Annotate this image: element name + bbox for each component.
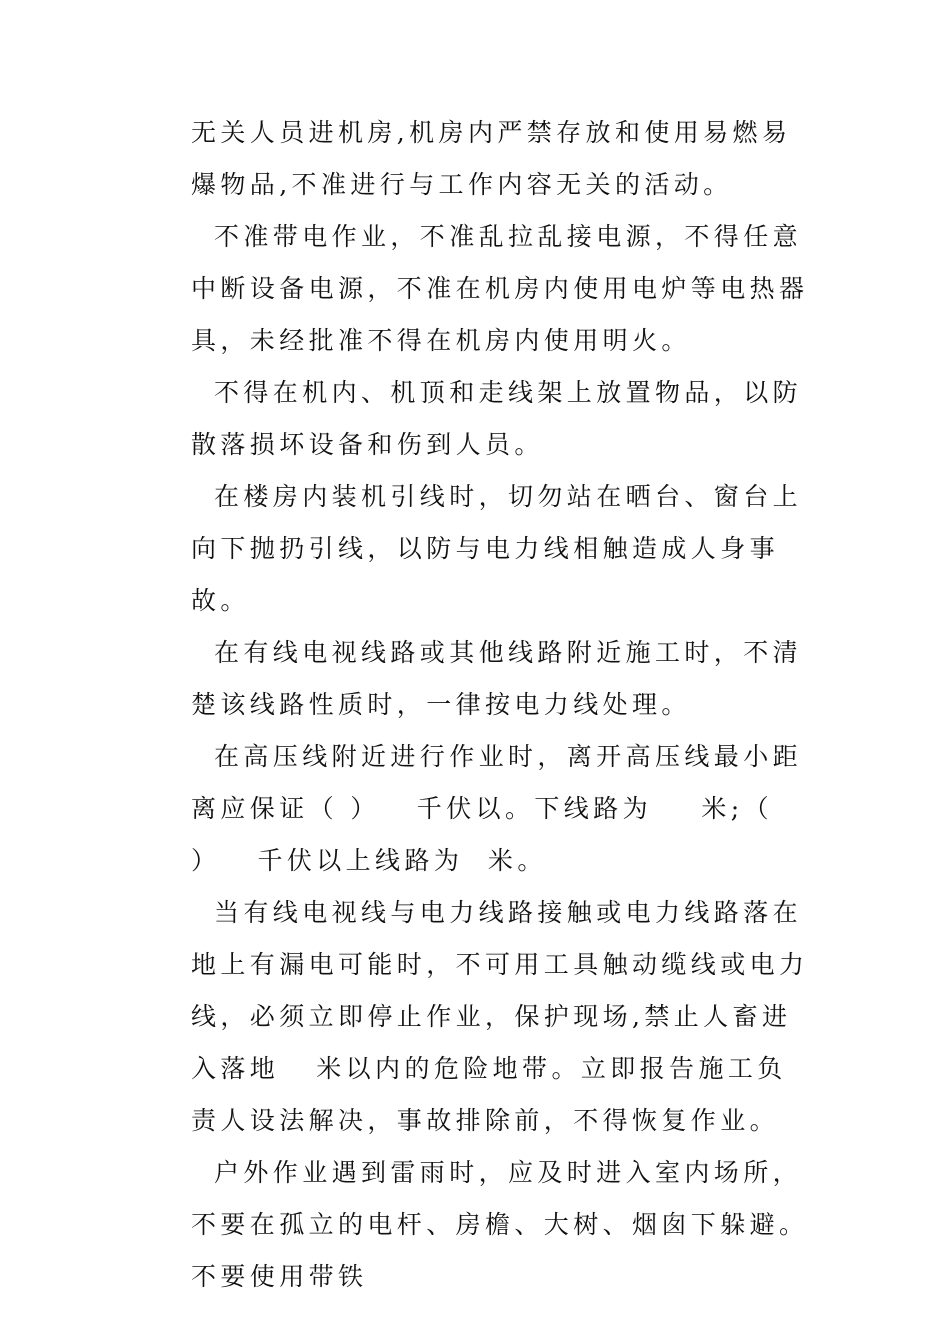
paragraph-5: 在有线电视线路或其他线路附近施工时，不清楚该线路性质时，一律按电力线处理。 [191, 638, 803, 719]
paragraph-8: 户外作业遇到雷雨时，应及时进入室内场所，不要在孤立的电杆、房檐、大树、烟囱下躲避。不要使用带铁 [191, 1158, 809, 1291]
paragraph-3: 不得在机内、机顶和走线架上放置物品，以防散落损坏设备和伤到人员。 [191, 378, 803, 459]
paragraph-4: 在楼房内装机引线时，切勿站在晒台、窗台上向下抛扔引线，以防与电力线相触造成人身事故。 [191, 482, 803, 615]
document-body [191, 107, 811, 1303]
paragraph-1: 无关人员进机房,机房内严禁存放和使用易燃易爆物品,不准进行与工作内容无关的活动。 [191, 118, 792, 199]
paragraph-6: 在高压线附近进行作业时，离开高压线最小距离应保证（ ） 千伏以。下线路为 米;（ ） 千伏以上线路为 米。 [191, 742, 803, 875]
paragraph-2: 不准带电作业，不准乱拉乱接电源，不得任意中断设备电源，不准在机房内使用电炉等电热器具，未经批准不得在机房内使用明火。 [191, 222, 809, 355]
paragraph-7: 当有线电视线与电力线路接触或电力线路落在地上有漏电可能时，不可用工具触动缆线或电力线，必须立即停止作业，保护现场,禁止人畜进入落地 米以内的危险地带。立即报告施工负责人设法解决，事故排除前，不得恢复作业。 [191, 898, 809, 1135]
